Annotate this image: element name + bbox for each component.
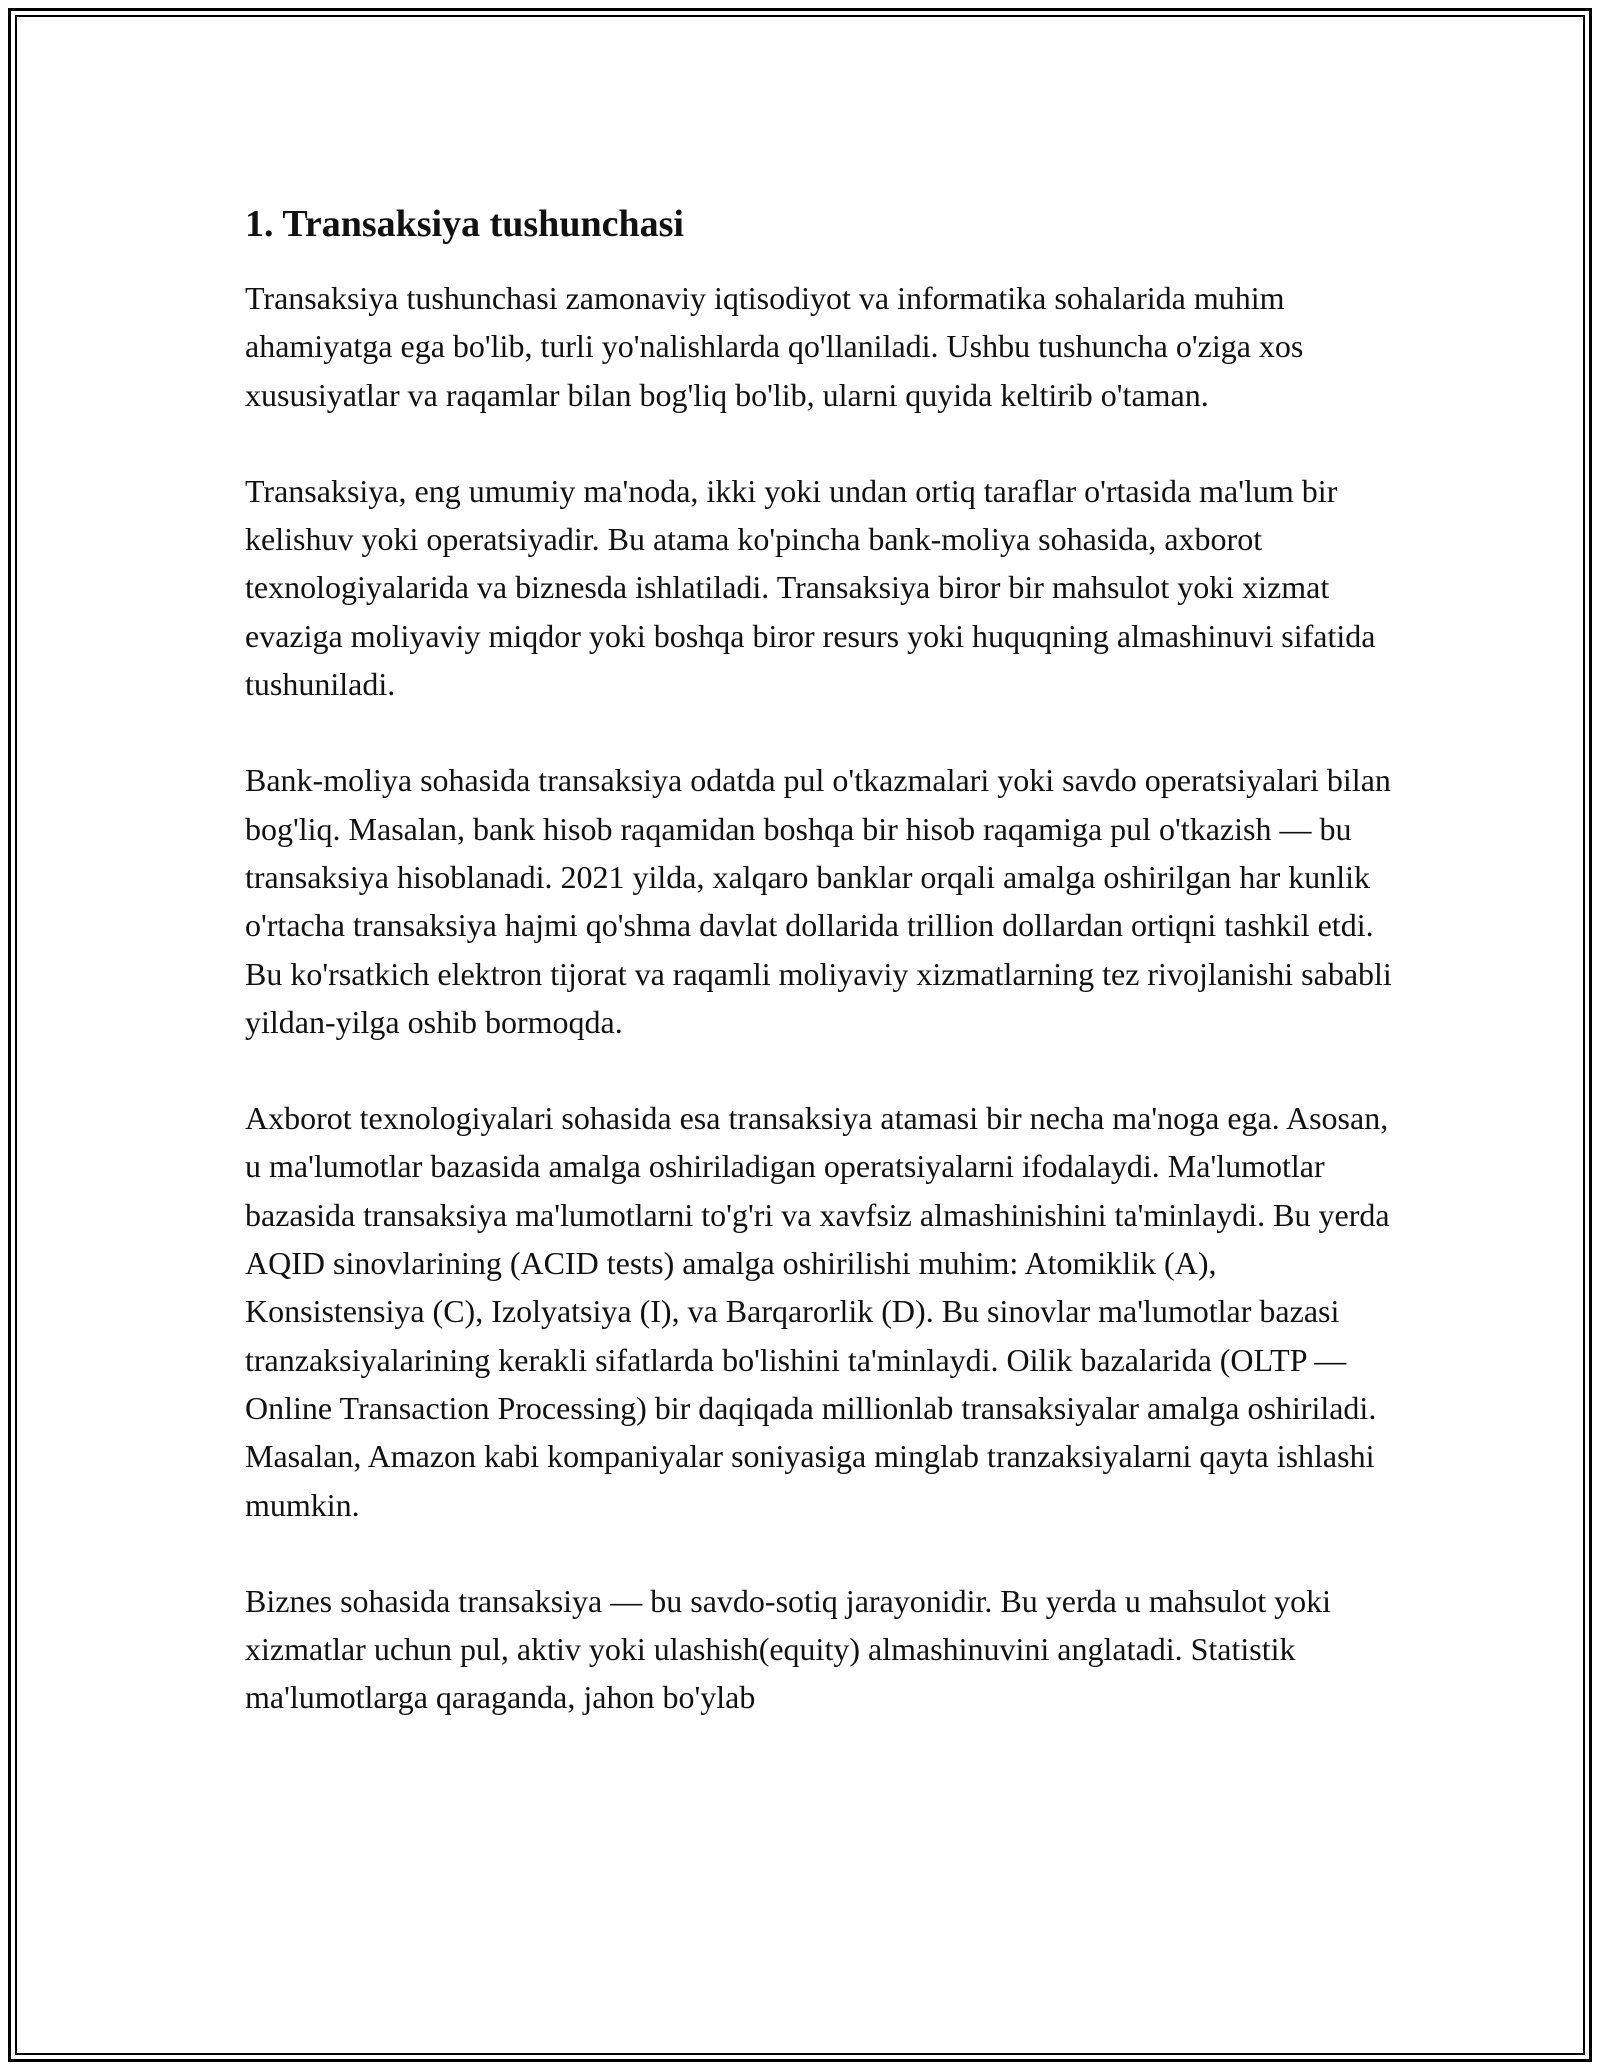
document-body <box>245 196 1395 1770</box>
paragraph-business: Biznes sohasida transaksiya — bu savdo-sotiq jarayonidir. Bu yerda u mahsulot yoki xizmatlar uchun pul, aktiv yoki ulashish(equity) almashinuvini anglatadi. Statistik ma'lumotlarga qaraganda, jahon bo'ylab <box>245 1582 1332 1716</box>
paragraph-definition: Transaksiya, eng umumiy ma'noda, ikki yoki undan ortiq taraflar o'rtasida ma'lum bir kelishuv yoki operatsiyadir. Bu atama ko'pincha bank-moliya sohasida, axborot texnologiyalarida va biznesda ishlatiladi. Transaksiya biror bir mahsulot yoki xizmat evaziga moliyaviy miqdor yoki boshqa biror resurs yoki huquqning almashinuvi sifatida tushuniladi. <box>245 472 1376 703</box>
paragraph-intro: Transaksiya tushunchasi zamonaviy iqtisodiyot va informatika sohalarida muhim ahamiyatga ega bo'lib, turli yo'nalishlarda qo'llaniladi. Ushbu tushuncha o'ziga xos xususiyatlar va raqamlar bilan bog'liq bo'lib, ularni quyida keltirib o'taman. <box>245 280 1304 413</box>
paragraph-banking: Bank-moliya sohasida transaksiya odatda pul o'tkazmalari yoki savdo operatsiyalari bilan bog'liq. Masalan, bank hisob raqamidan boshqa bir hisob raqamiga pul o'tkazish — bu transaksiya hisoblanadi. 2021 yilda, xalqaro banklar orqali amalga oshirilgan har kunlik o'rtacha transaksiya hajmi qo'shma davlat dollarida trillion dollardan ortiqni tashkil etdi. Bu ko'rsatkich elektron tijorat va raqamli moliyaviy xizmatlarning tez rivojlanishi sababli yildan-yilga oshib bormoqda. <box>245 762 1392 1040</box>
paragraph-it: Axborot texnologiyalari sohasida esa transaksiya atamasi bir necha ma'noga ega. Asosan, u ma'lumotlar bazasida amalga oshiriladigan operatsiyalarni ifodalaydi. Ma'lumotlar bazasida transaksiya ma'lumotlarni to'g'ri va xavfsiz almashinishini ta'minlaydi. Bu yerda AQID sinovlarining (ACID tests) amalga oshirilishi muhim: Atomiklik (A), Konsistensiya (C), Izolyatsiya (I), va Barqarorlik (D). Bu sinovlar ma'lumotlar bazasi tranzaksiyalarining kerakli sifatlarda bo'lishini ta'minlaydi. Oilik bazalarida (OLTP — Online Transaction Processing) bir daqiqada millionlab transaksiyalar amalga oshiriladi. Masalan, Amazon kabi kompaniyalar soniyasiga minglab tranzaksiyalarni qayta ishlashi mumkin. <box>245 1100 1390 1523</box>
section-title: 1. Transaksiya tushunchasi <box>245 203 684 245</box>
page-frame <box>8 8 1592 2062</box>
